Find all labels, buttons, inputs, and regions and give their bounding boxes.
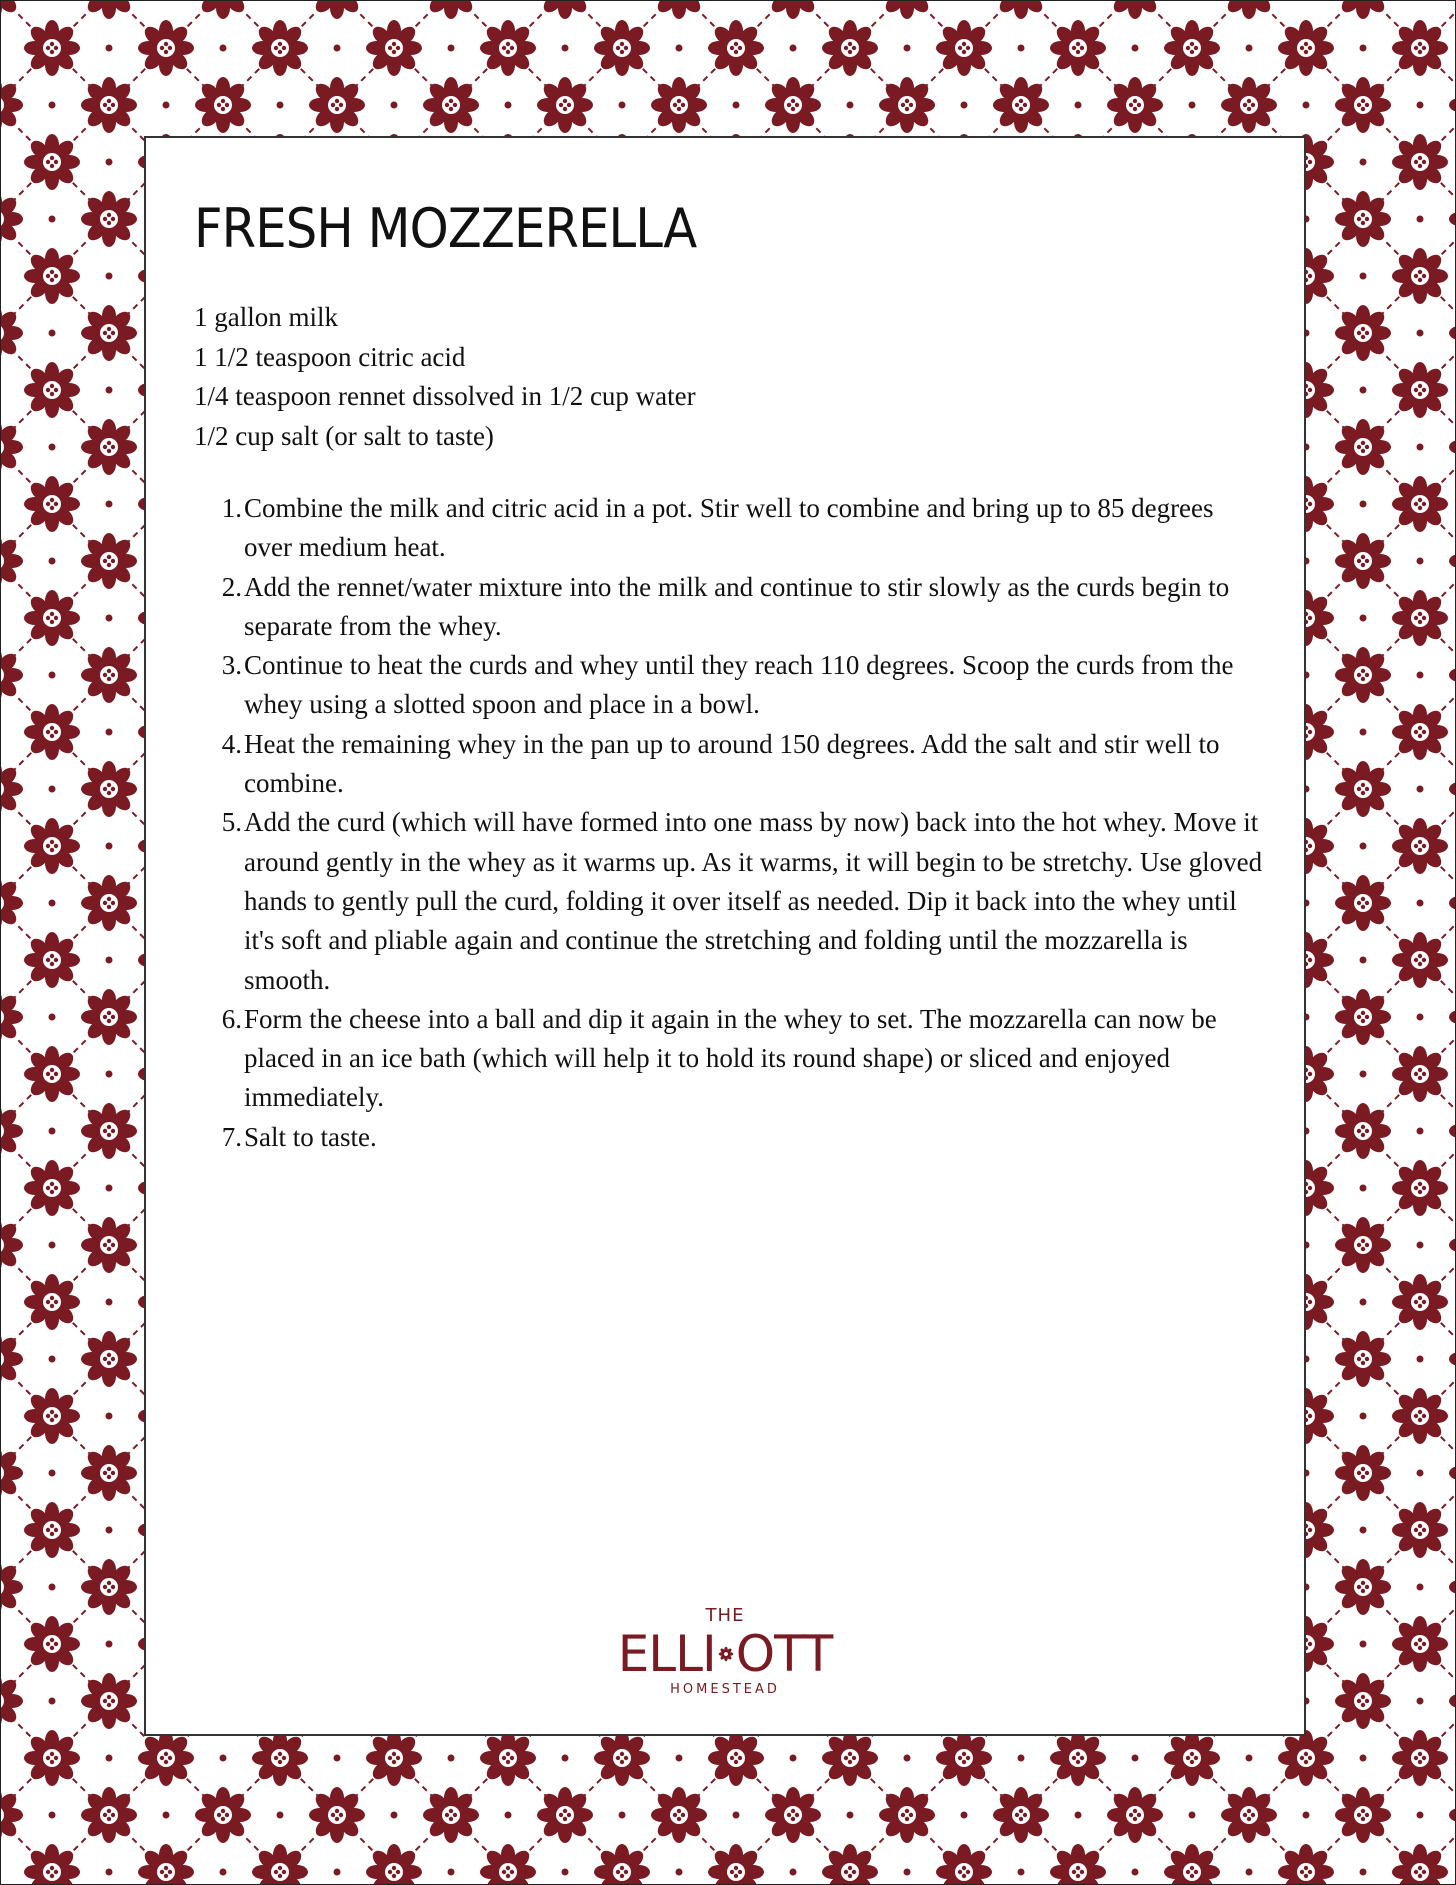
- ingredient-item: 1/2 cup salt (or salt to taste): [194, 420, 494, 451]
- ingredient-item: 1 1/2 teaspoon citric acid: [194, 341, 466, 372]
- flower-icon: [718, 1646, 734, 1662]
- step-text: Heat the remaining whey in the pan up to around 150 degrees. Add the salt and stir well to combine.: [244, 728, 1220, 799]
- recipe-title: FRESH MOZZERELLA: [194, 197, 697, 260]
- recipe-card: [144, 136, 1306, 1736]
- step-text: Salt to taste.: [244, 1121, 377, 1152]
- instruction-step: [194, 646, 1264, 725]
- step-text: Add the curd (which will have formed into one mass by now) back into the hot whey. Move it around gently in the whey as it warms up. As it warms, it will begin to be stretchy. Use gloved hands to gently pull the curd, folding it over itself as needed. Dip it back into the whey until it's soft and pliable again and continue the stretching and folding until the mozzarella is smooth.: [244, 807, 1263, 995]
- step-number: 6.: [221, 1003, 242, 1034]
- logo-wordmark-right: OTT: [735, 1625, 833, 1683]
- ingredients-list: [194, 298, 696, 456]
- logo-homestead: HOMESTEAD: [670, 1682, 780, 1697]
- instruction-step: [194, 568, 1264, 647]
- instruction-step: [194, 489, 1264, 568]
- step-number: 7.: [221, 1121, 242, 1152]
- ingredient-item: 1 gallon milk: [194, 302, 338, 332]
- brand-logo: [146, 1605, 1304, 1699]
- step-number: 4.: [221, 728, 242, 759]
- step-text: Form the cheese into a ball and dip it again in the whey to set. The mozzarella can now be placed in an ice bath (which will help it to hold its round shape) or sliced and enjoyed immediately.: [244, 1003, 1217, 1113]
- step-number: 2.: [221, 571, 242, 602]
- step-number: 5.: [221, 807, 242, 838]
- step-text: Continue to heat the curds and whey until they reach 110 degrees. Scoop the curds from the whey using a slotted spoon and place in a bowl.: [244, 650, 1234, 720]
- step-number: 3.: [221, 650, 242, 681]
- instructions-list: [194, 489, 1264, 1157]
- instruction-step: [194, 725, 1264, 804]
- logo-wordmark: [146, 1627, 1304, 1681]
- step-number: 1.: [221, 493, 242, 523]
- instruction-step: [194, 803, 1264, 999]
- ingredient-item: 1/4 teaspoon rennet dissolved in 1/2 cup water: [194, 381, 696, 411]
- logo-the: THE: [705, 1605, 745, 1626]
- instruction-step: [194, 1118, 1264, 1157]
- instruction-step: [194, 1000, 1264, 1118]
- step-text: Add the rennet/water mixture into the milk and continue to stir slowly as the curds begin to separate from the whey.: [244, 571, 1230, 641]
- step-text: Combine the milk and citric acid in a pot. Stir well to combine and bring up to 85 degrees over medium heat.: [244, 493, 1214, 563]
- logo-wordmark-left: ELLI: [617, 1625, 716, 1683]
